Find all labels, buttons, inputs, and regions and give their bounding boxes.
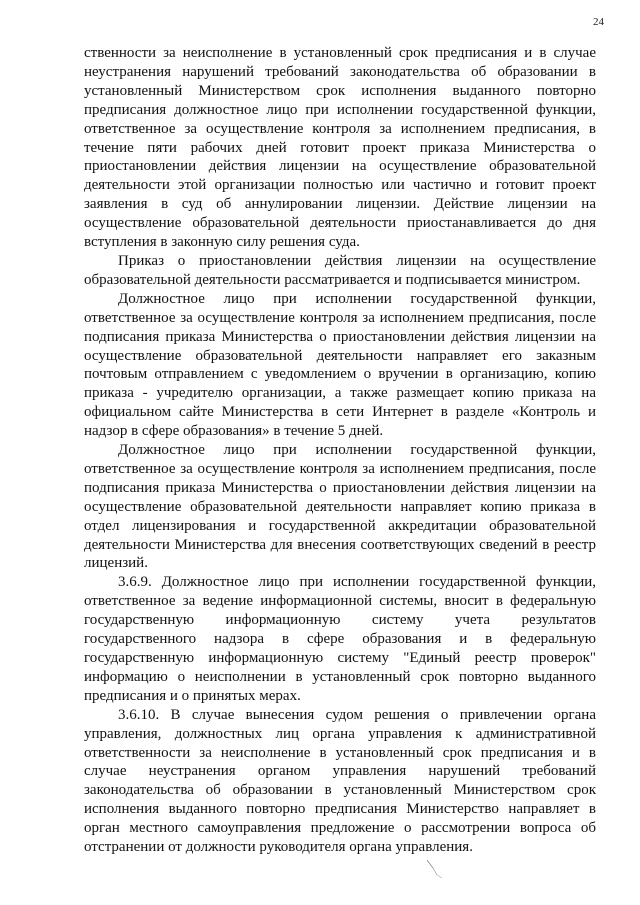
paragraph-4: Должностное лицо при исполнении государственной функции, ответственное за осуществление контроля за исполнением предписания, после подписания приказа Министерства о приостановлении действия лицензии на осуществление образовательной деятельности направляет копию приказа в отдел лицензирования и государственной аккредитации образовательной деятельности Министерства для внесения соответствующих сведений в реестр лицензий. — [84, 442, 596, 572]
page-number: 24 — [593, 16, 604, 28]
document-body — [84, 44, 596, 857]
paragraph-5: 3.6.9. Должностное лицо при исполнении государственной функции, ответственное за ведение информационной системы, вносит в федеральную государственную информационную систему учета результатов государственного надзора в сфере образования и в федеральную государственную информационную систему "Единый реестр проверок" информацию о неисполнении в установленный срок повторно выданного предписания и о принятых мерах. — [84, 574, 596, 704]
paragraph-2: Приказ о приостановлении действия лицензии на осуществление образовательной деятельности рассматривается и подписывается министром. — [84, 252, 596, 288]
scan-artifact-mark — [424, 858, 446, 880]
paragraph-3: Должностное лицо при исполнении государственной функции, ответственное за осуществление контроля за исполнением предписания, после подписания приказа Министерства о приостановлении действия лицензии на осуществление образовательной деятельности направляет его заказным почтовым отправлением с уведомлением о вручении в организацию, копию приказа - учредителю организации, а также размещает копию приказа на официальном сайте Министерства в сети Интернет в разделе «Контроль и надзор в сфере образования» в течение 5 дней. — [84, 290, 596, 440]
paragraph-6: 3.6.10. В случае вынесения судом решения о привлечении органа управления, должностных лиц органа управления к административной ответственности за неисполнение в установленный срок предписания и в случае неустранения органом управления нарушений требований законодательства об образовании в установленный Министерством срок исполнения выданного повторно предписания Министерство направляет в орган местного самоуправления предложение о рассмотрении вопроса об отстранении от должности руководителя органа управления. — [84, 706, 596, 856]
paragraph-1: ственности за неисполнение в установленный срок предписания и в случае неустранения нарушений требований законодательства об образовании в установленный Министерством срок исполнения выданного повторно предписания должностное лицо при исполнении государственной функции, ответственное за осуществление контроля за исполнением предписания, в течение пяти рабочих дней готовит проект приказа Министерства о приостановлении действия лицензии на осуществление образовательной деятельности этой организации полностью или частично и готовит проект заявления в суд об аннулировании лицензии. Действие лицензии на осуществление образовательной деятельности приостанавливается до дня вступления в законную силу решения суда. — [84, 45, 596, 251]
